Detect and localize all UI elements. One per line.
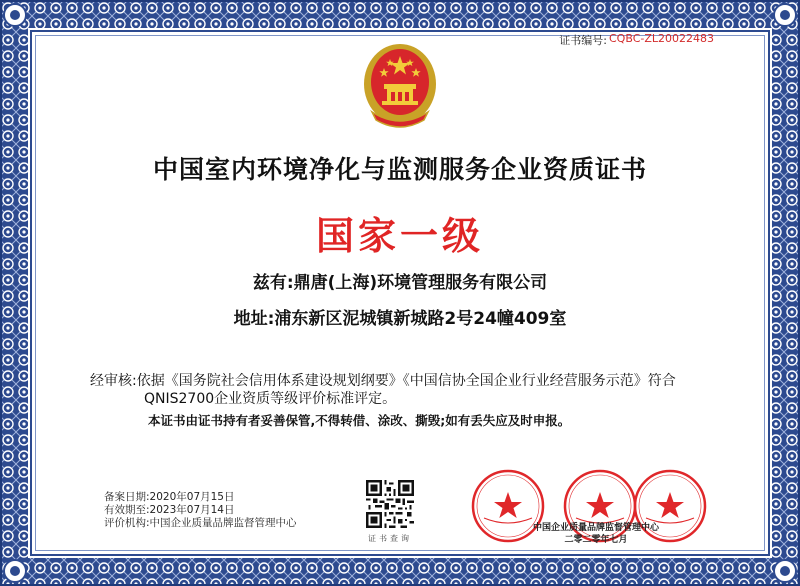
- footer-info: [104, 491, 297, 530]
- certificate-level: 国家一级: [315, 214, 484, 258]
- national-emblem-icon: [360, 38, 440, 128]
- issuer-name: 中国企业质量品牌监督管理中心: [532, 523, 659, 533]
- certificate-title: 中国室内环境净化与监测服务企业资质证书: [152, 155, 647, 184]
- issue-date: 二零二零年七月: [564, 535, 628, 545]
- certificate-number-value: CQBC-ZL20022483: [609, 32, 714, 45]
- custody-notice: 本证书由证书持有者妥善保管,不得转借、涂改、撕毁;如有丢失应及时申报。: [148, 413, 571, 428]
- review-line-1: 经审核:依据《国务院社会信用体系建设规划纲要》《中国信协全国企业行业经营服务示范》符合: [90, 373, 676, 389]
- certificate-number: [559, 32, 714, 48]
- issuer-block: [496, 522, 696, 546]
- record-date: 备案日期:2020年07月15日: [104, 491, 235, 503]
- review-line-2: QNIS2700企业资质等级评价标准评定。: [144, 391, 397, 407]
- qr-code[interactable]: [366, 480, 414, 528]
- valid-until: 有效期至:2023年07月14日: [104, 504, 235, 516]
- holder-line: 兹有:鼎唐(上海)环境管理服务有限公司: [252, 273, 548, 293]
- certificate-number-label: 证书编号:: [559, 34, 607, 47]
- address-line: 地址:浦东新区泥城镇新城路2号24幢409室: [233, 309, 567, 329]
- qr-label: 证书查询: [368, 534, 412, 543]
- evaluator: 评价机构:中国企业质量品牌监督管理中心: [104, 517, 297, 529]
- review-text: [90, 372, 750, 408]
